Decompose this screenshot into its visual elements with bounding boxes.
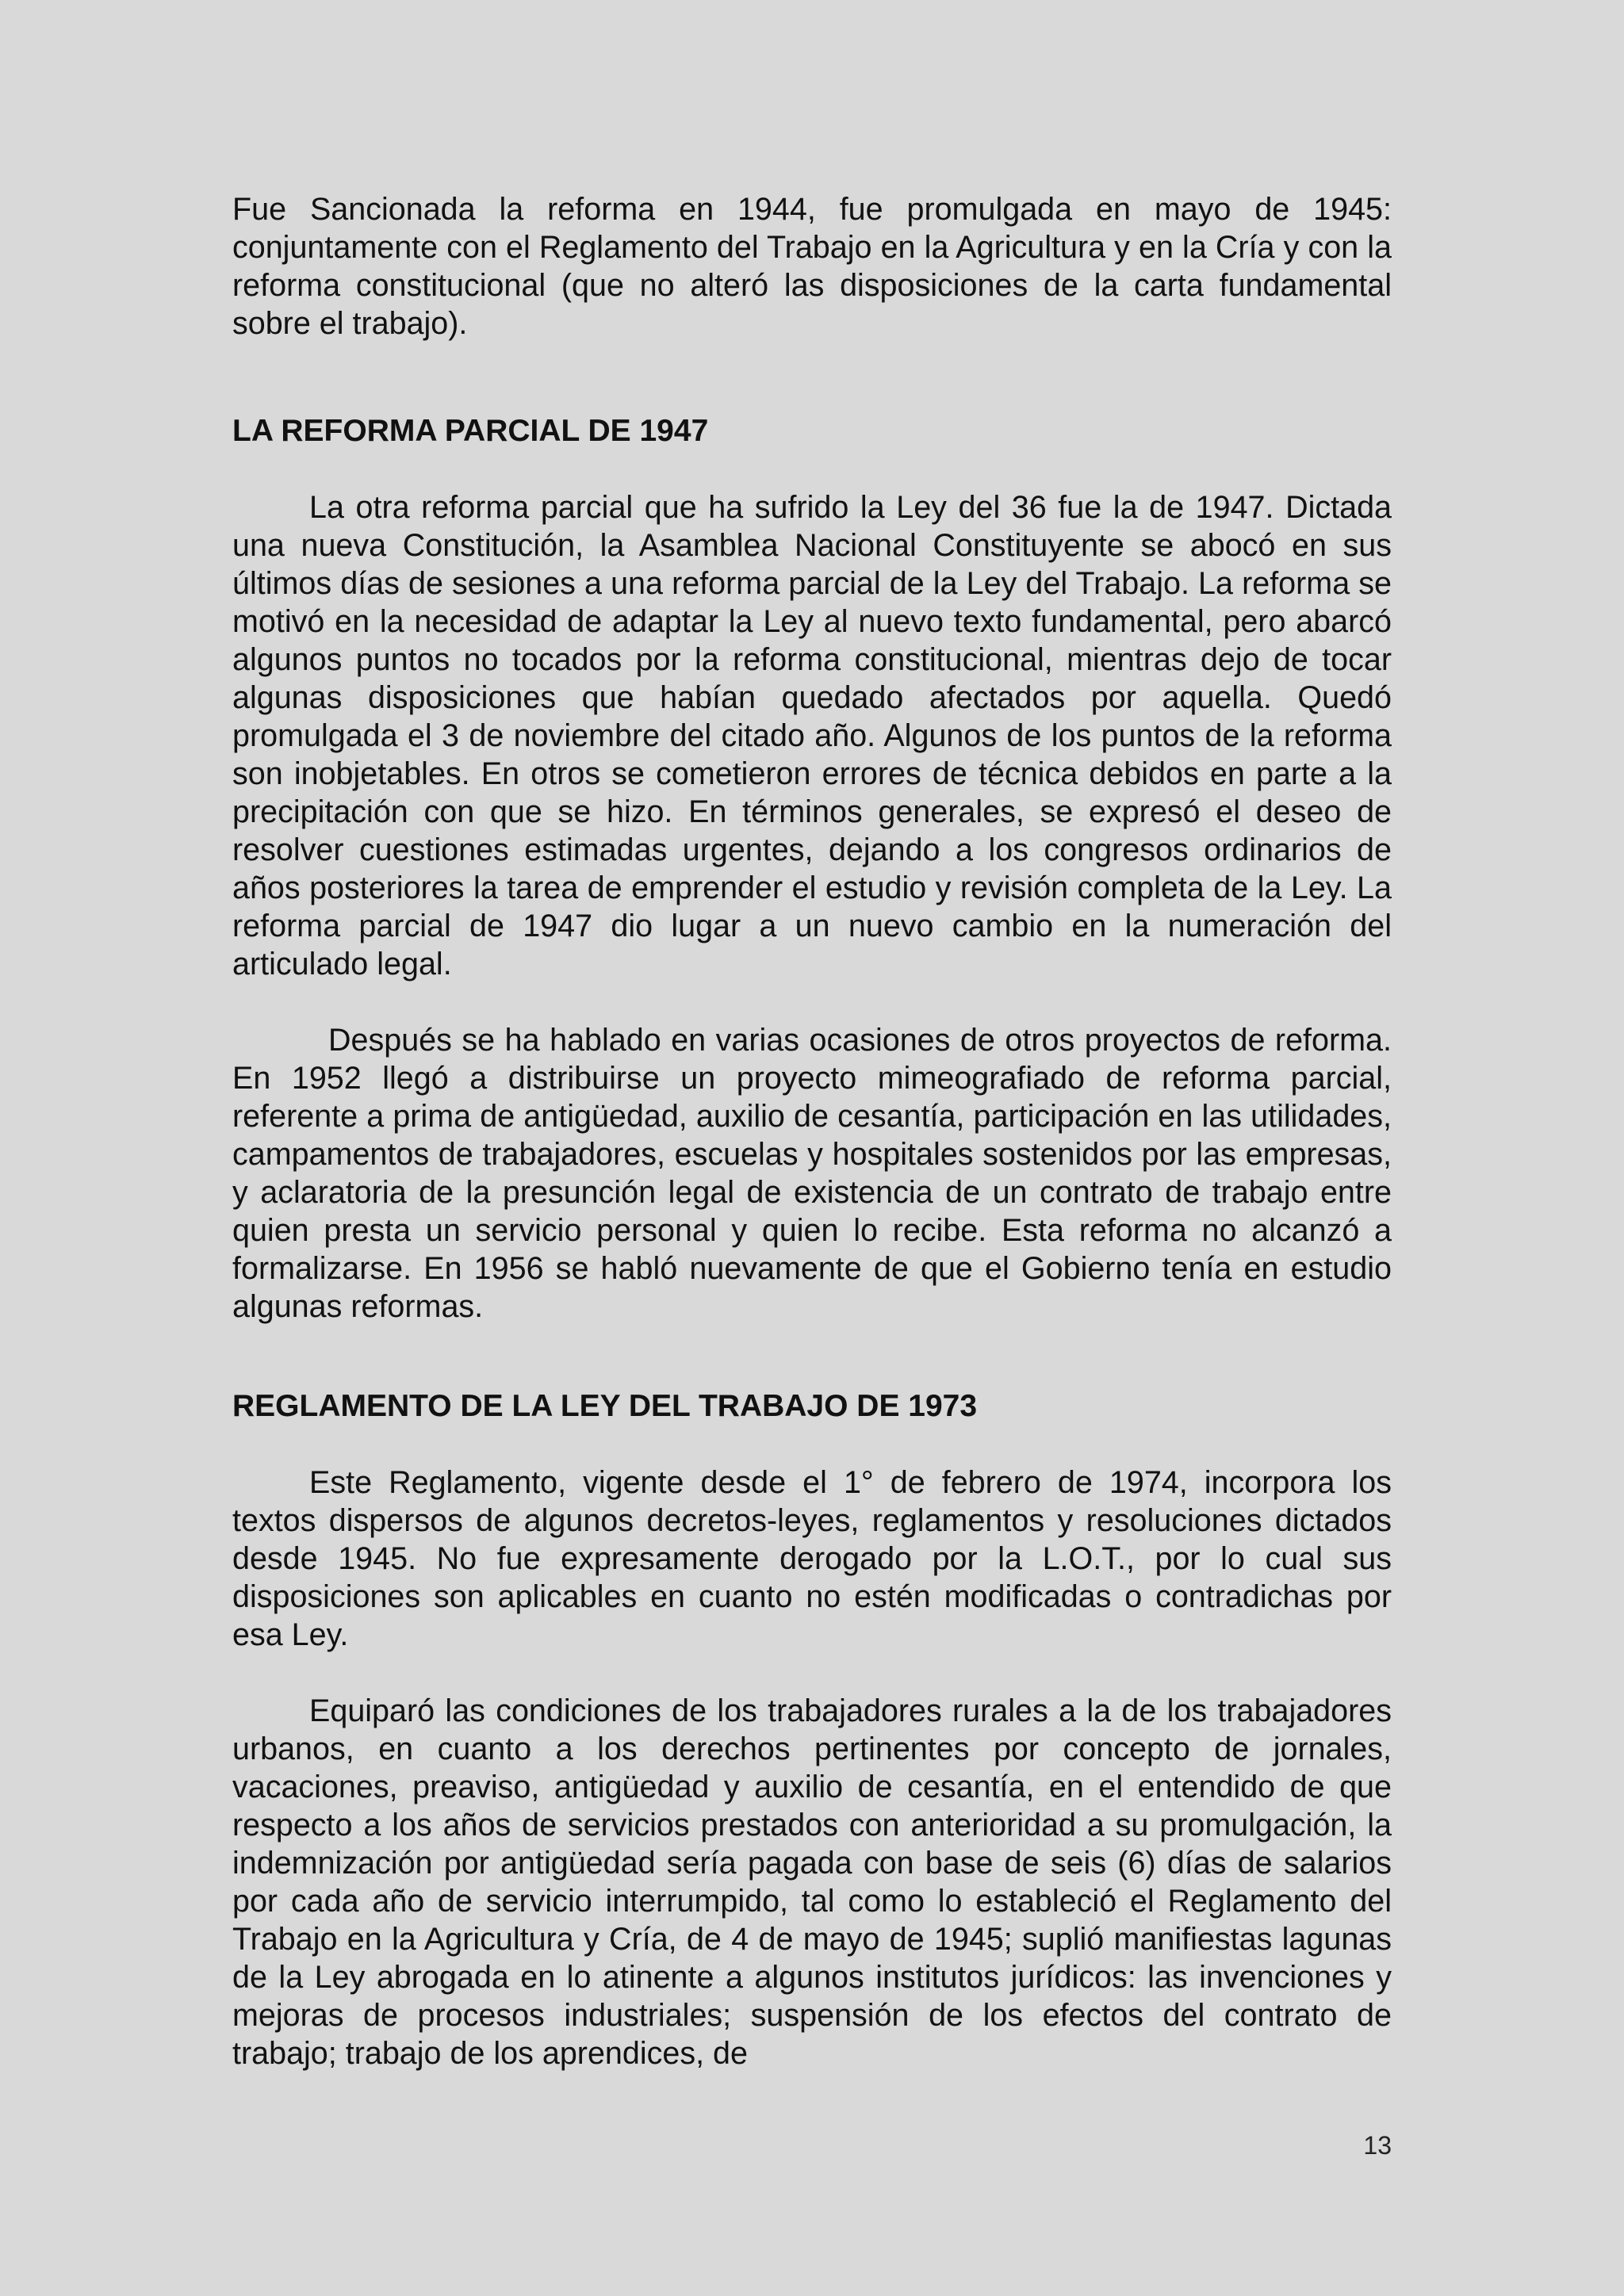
section-heading-reglamento-1973: REGLAMENTO DE LA LEY DEL TRABAJO DE 1973 [232,1389,978,1423]
page-body [232,190,1392,2072]
section-heading-reforma-1947: LA REFORMA PARCIAL DE 1947 [232,414,709,448]
page-number: 13 [1363,2131,1392,2160]
paragraph-reforma-1947: La otra reforma parcial que ha sufrido la Ley del 36 fue la de 1947. Dictada una nueva Constitución, la Asamblea Nacional Constituyente se abocó en sus últimos días de sesiones a una reforma parcial de la Ley del Trabajo. La reforma se motivó en la necesidad de adaptar la Ley al nuevo texto fundamental, pero abarcó algunos puntos no tocados por la reforma constitucional, mientras dejo de tocar algunas disposiciones que habían quedado afectados por aquella. Quedó promulgada el 3 de noviembre del citado año. Algunos de los puntos de la reforma son inobjetables. En otros se cometieron errores de técnica debidos en parte a la precipitación con que se hizo. En términos generales, se expresó el deseo de resolver cuestiones estimadas urgentes, dejando a los congresos ordinarios de años posteriores la tarea de emprender el estudio y revisión completa de la Ley. La reforma parcial de 1947 dio lugar a un nuevo cambio en la numeración del articulado legal. [232,490,1392,982]
intro-paragraph: Fue Sancionada la reforma en 1944, fue promulgada en mayo de 1945: conjuntamente con el Reglamento del Trabajo en la Agricultura y en la Cría y con la reforma constitucional (que no alteró las disposiciones de la carta fundamental sobre el trabajo). [232,192,1392,341]
paragraph-reglamento-vigencia: Este Reglamento, vigente desde el 1° de febrero de 1974, incorpora los textos dispersos de algunos decretos-leyes, reglamentos y resoluciones dictados desde 1945. No fue expresamente derogado por la L.O.T., por lo cual sus disposiciones son aplicables en cuanto no estén modificadas o contradichas por esa Ley. [232,1465,1392,1652]
paragraph-equiparacion: Equiparó las condiciones de los trabajadores rurales a la de los trabajadores urbanos, en cuanto a los derechos pertinentes por concepto de jornales, vacaciones, preaviso, antigüedad y auxilio de cesantía, en el entendido de que respecto a los años de servicios prestados con anterioridad a su promulgación, la indemnización por antigüedad sería pagada con base de seis (6) días de salarios por cada año de servicio interrumpido, tal como lo estableció el Reglamento del Trabajo en la Agricultura y Cría, de 4 de mayo de 1945; suplió manifiestas lagunas de la Ley abrogada en lo atinente a algunos institutos jurídicos: las invenciones y mejoras de procesos industriales; suspensión de los efectos del contrato de trabajo; trabajo de los aprendices, de [232,1693,1392,2071]
paragraph-otros-proyectos: Después se ha hablado en varias ocasiones de otros proyectos de reforma. En 1952 llegó a distribuirse un proyecto mimeografiado de reforma parcial, referente a prima de antigüedad, auxilio de cesantía, participación en las utilidades, campamentos de trabajadores, escuelas y hospitales sostenidos por las empresas, y aclaratoria de la presunción legal de existencia de un contrato de trabajo entre quien presta un servicio personal y quien lo recibe. Esta reforma no alcanzó a formalizarse. En 1956 se habló nuevamente de que el Gobierno tenía en estudio algunas reformas. [232,1023,1392,1324]
